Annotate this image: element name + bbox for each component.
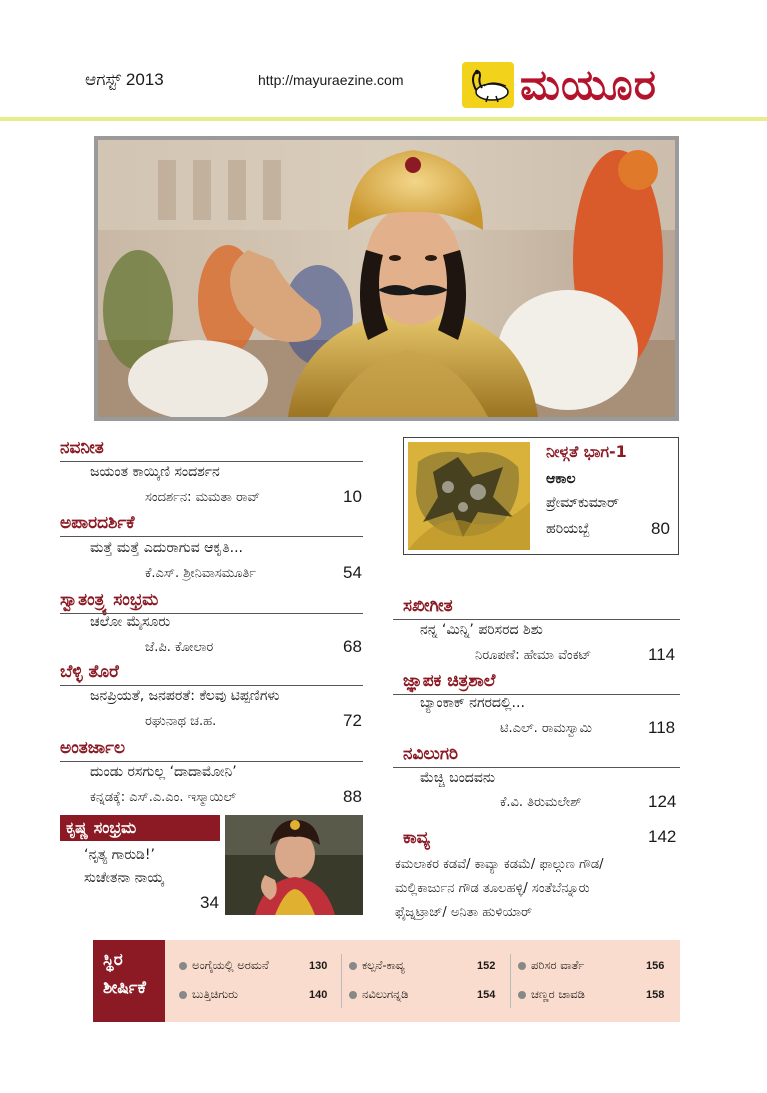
column-item[interactable] xyxy=(518,987,585,1002)
section-title-navaneeta: ನವನೀತ xyxy=(60,438,104,458)
page-number-navilugari: 124 xyxy=(648,792,677,811)
column-item[interactable] xyxy=(349,958,405,973)
bullet-icon xyxy=(349,991,357,999)
kavya-poets-line-1: ಕಮಲಾಕರ ಕಡವೆ/ ಕಾವ್ಯಾ ಕಡಮೆ/ ಫಾಲ್ಗುಣ ಗೌಡ/ xyxy=(395,857,604,872)
article-author-belli: ರಘುನಾಥ ಚ.ಹ. xyxy=(145,714,217,729)
section-rule xyxy=(393,619,680,620)
article-title-jnapaka[interactable]: ಬ್ಯಾಂಕಾಕ್ ನಗರದಲ್ಲಿ... xyxy=(420,695,525,711)
column-label: ಅಂಗೈಯಲ್ಲಿ ಅರಮನೆ xyxy=(192,958,269,972)
section-title-krishna: ಕೃಷ್ಣ ಸಂಭ್ರಮ xyxy=(66,818,137,837)
section-rule xyxy=(393,767,680,768)
regular-columns-panel xyxy=(93,940,680,1022)
magazine-logo xyxy=(462,60,657,110)
regular-columns-title-2: ಶೀರ್ಷಿಕೆ xyxy=(103,978,146,998)
krishna-header xyxy=(60,815,220,841)
section-title-belli: ಬೆಳ್ಳಿ ತೊರೆ xyxy=(60,662,119,682)
peacock-icon xyxy=(462,62,514,108)
article-title-neelagate[interactable]: ಆಕಾಲ xyxy=(546,471,576,487)
header-rule xyxy=(0,117,767,121)
column-label: ನವಿಲುಗನ್ನಡಿ xyxy=(362,987,409,1001)
article-author-jnapaka: ಟಿ.ಎಲ್. ರಾಮಸ್ವಾಮಿ xyxy=(500,721,592,736)
section-rule xyxy=(60,761,363,762)
column-page: 156 xyxy=(646,960,665,972)
regular-columns-header xyxy=(93,940,165,1022)
page-number-neelagate: 80 xyxy=(651,519,670,538)
page-number-kavya: 142 xyxy=(648,827,677,846)
section-title-swatantrya: ಸ್ವಾತಂತ್ರ್ಯ ಸಂಭ್ರಮ xyxy=(60,590,159,610)
article-author-antarjala: ಕನ್ನಡಕ್ಕೆ: ಎಸ್.ಎ.ಎಂ. ಇಸ್ಮಾಯಿಲ್ xyxy=(90,790,236,805)
column-separator xyxy=(341,954,342,1008)
column-label: ಬುತ್ತಿಚಿಗುರು xyxy=(192,987,238,1001)
article-title-sakhigeeta[interactable]: ನನ್ನ ‘ಮಿನ್ನಿ’ ಪರಿಸರದ ಶಿಶು xyxy=(420,622,543,638)
column-page: 154 xyxy=(477,989,496,1001)
section-title-neelagate: ನೀಳ್ಗತೆ ಭಾಗ-1 xyxy=(546,442,627,461)
issue-date: ಆಗಸ್ಟ್ 2013 xyxy=(85,70,164,89)
page-number-sakhigeeta: 114 xyxy=(648,645,676,664)
page-number-swatantrya: 68 xyxy=(343,637,362,656)
column-label: ಪರಿಸರ ವಾರ್ತೆ xyxy=(531,958,585,972)
cover-photo xyxy=(94,136,679,421)
column-label: ಕಲ್ಪನೆ-ಕಾವ್ಯ xyxy=(362,958,405,972)
article-author-krishna: ಸುಚೇತನಾ ನಾಯ್ಕ xyxy=(84,870,164,886)
column-separator xyxy=(510,954,511,1008)
article-author-navaneeta: ಸಂದರ್ಶನ: ಮಮತಾ ರಾವ್ xyxy=(145,490,261,505)
section-title-kavya: ಕಾವ್ಯ xyxy=(403,828,430,848)
bullet-icon xyxy=(518,991,526,999)
page-number-antarjala: 88 xyxy=(343,787,362,806)
column-item[interactable] xyxy=(179,958,269,973)
dancer-photo xyxy=(225,815,363,915)
section-title-navilugari: ನವಿಲುಗರಿ xyxy=(403,744,459,764)
section-title-aparadarshike: ಅಪಾರದರ್ಶಿಕೆ xyxy=(60,513,135,533)
section-rule xyxy=(60,461,363,462)
bullet-icon xyxy=(518,962,526,970)
page-number-krishna: 34 xyxy=(200,893,219,912)
article-title-navaneeta[interactable]: ಜಯಂತ ಕಾಯ್ಕಿಣಿ ಸಂದರ್ಶನ xyxy=(90,464,220,480)
column-label: ಚಣ್ಣರ ಚಾವಡಿ xyxy=(531,987,585,1001)
feature-neelagate[interactable] xyxy=(403,437,679,555)
article-title-antarjala[interactable]: ದುಂಡು ರಸಗುಲ್ಲ ‘ದಾದಾಮೋನಿ’ xyxy=(90,764,237,780)
page-header xyxy=(0,0,767,120)
column-page: 152 xyxy=(477,960,496,972)
article-author-swatantrya: ಜೆ.ಪಿ. ಕೋಲಾರ xyxy=(145,640,214,655)
kavya-poets-line-3: ಫೈಜ್ನಟ್ರಾಜ್/ ಅನಿತಾ ಹುಳಿಯಾರ್ xyxy=(395,905,533,920)
column-page: 130 xyxy=(309,960,328,972)
regular-columns-title-1: ಸ್ಥಿರ xyxy=(103,950,123,970)
page-number-aparadarshike: 54 xyxy=(343,563,362,582)
feature-krishna[interactable] xyxy=(60,815,363,918)
column-page: 140 xyxy=(309,989,328,1001)
article-title-belli[interactable]: ಜನಪ್ರಿಯತೆ, ಜನಪರತೆ: ಕೆಲವು ಟಿಪ್ಪಣಿಗಳು xyxy=(90,688,280,704)
story-illustration xyxy=(408,442,530,550)
section-rule xyxy=(60,685,363,686)
page-number-navaneeta: 10 xyxy=(343,487,362,506)
section-title-jnapaka: ಜ್ಞಾಪಕ ಚಿತ್ರಶಾಲೆ xyxy=(403,671,496,691)
logo-text: ಮಯೂರ xyxy=(520,60,657,109)
article-title-swatantrya[interactable]: ಚಲೋ ಮೈಸೂರು xyxy=(90,614,171,630)
section-title-sakhigeeta: ಸಖೀಗೀತ xyxy=(403,596,453,616)
page-number-jnapaka: 118 xyxy=(648,718,676,737)
kavya-poets-line-2: ಮಲ್ಲಿಕಾರ್ಜುನ ಗೌಡ ತೂಲಹಳ್ಳಿ/ ಸಂತೆಬೆನ್ನೂರು xyxy=(395,881,590,896)
section-rule xyxy=(60,536,363,537)
article-author-sakhigeeta: ನಿರೂಪಣೆ: ಹೇಮಾ ವೆಂಕಟ್ xyxy=(475,648,592,663)
page-number-belli: 72 xyxy=(343,711,362,730)
article-author-neelagate-2: ಹರಿಯಬ್ಬೆ xyxy=(546,521,590,537)
article-author-navilugari: ಕೆ.ವಿ. ತಿರುಮಲೇಶ್ xyxy=(500,795,582,810)
section-title-antarjala: ಅಂತರ್ಜಾಲ xyxy=(60,738,125,758)
column-item[interactable] xyxy=(518,958,584,973)
article-title-aparadarshike[interactable]: ಮತ್ತೆ ಮತ್ತೆ ಎದುರಾಗುವ ಆಕೃತಿ... xyxy=(90,540,244,556)
column-page: 158 xyxy=(646,989,665,1001)
bullet-icon xyxy=(179,991,187,999)
column-item[interactable] xyxy=(179,987,238,1002)
article-author-aparadarshike: ಕೆ.ಎಸ್. ಶ್ರೀನಿವಾಸಮೂರ್ತಿ xyxy=(145,566,257,581)
article-author-neelagate-1: ಪ್ರೇಮ್‌ಕುಮಾರ್ xyxy=(546,495,619,511)
article-title-krishna[interactable]: ‘ನೃತ್ಯ ಗಾರುಡಿ!’ xyxy=(84,847,155,863)
article-title-navilugari[interactable]: ಮೆಚ್ಚಿ ಬಂದವನು xyxy=(420,770,496,786)
bullet-icon xyxy=(179,962,187,970)
bullet-icon xyxy=(349,962,357,970)
website-url[interactable]: http://mayuraezine.com xyxy=(258,72,404,88)
column-item[interactable] xyxy=(349,987,408,1002)
